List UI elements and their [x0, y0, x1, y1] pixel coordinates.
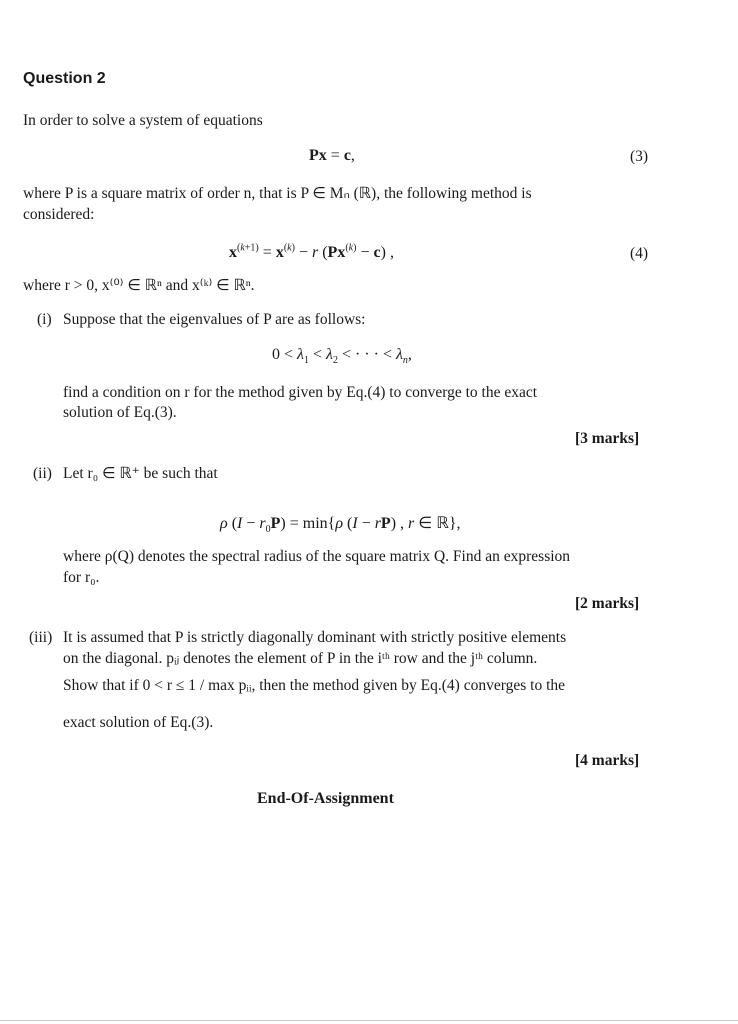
part-i-label: (i) — [37, 311, 52, 328]
part-i-line-2: find a condition on r for the method given by Eq.(4) to converge to the exact — [63, 384, 538, 401]
part-i-marks: [3 marks] — [575, 430, 640, 447]
part-iii-line-1: It is assumed that P is strictly diagonally dominant with strictly positive elements — [63, 629, 567, 646]
where-p-line-1: where P is a square matrix of order n, that is P ∈ Mₙ (ℝ), the following method is — [23, 185, 532, 202]
end-of-assignment: End-Of-Assignment — [257, 790, 394, 807]
part-iii-line-2: on the diagonal. pᵢⱼ denotes the element of P in the iᵗʰ row and the jᵗʰ column. — [63, 650, 538, 667]
spectral-radius-equation: ρ $(I - r_0P) = \min\{\rho$ (I − rP) , r ∈ ℝ}, — [220, 515, 461, 536]
part-ii-line-1: Let r₀ ∈ ℝ⁺ be such that — [63, 465, 218, 482]
equation-4: $x^{(k+1)} = x^{(k)} - r$ $(Px^{(k)} - c)$ , — [229, 242, 394, 261]
eigenvalue-inequality: $0 < \lambda_1 < \lambda_2$ < · · · < $\lambda_n$, — [272, 346, 412, 367]
part-ii-line-2: where ρ(Q) denotes the spectral radius of the square matrix Q. Find an expression — [63, 548, 571, 565]
part-iii-label: (iii) — [29, 629, 53, 646]
page-bottom-divider — [0, 1020, 738, 1021]
where-r-text: where r > 0, x⁽⁰⁾ ∈ ℝⁿ and x⁽ᵏ⁾ ∈ ℝⁿ. — [23, 277, 255, 294]
part-ii-label: (ii) — [33, 465, 52, 482]
equation-3-number: (3) — [630, 148, 649, 165]
part-i-line-3: solution of Eq.(3). — [63, 404, 177, 421]
part-iii-line-3: Show that if 0 < r ≤ 1 / max pᵢᵢ, then the method given by Eq.(4) converges to the — [63, 677, 566, 694]
question-title: Question 2 — [23, 70, 106, 87]
part-i-line-1: Suppose that the eigenvalues of P are as follows: — [63, 311, 366, 328]
part-iii-line-4: exact solution of Eq.(3). — [63, 714, 214, 731]
equation-4-number: (4) — [630, 245, 649, 262]
part-ii-marks: [2 marks] — [575, 595, 640, 612]
part-iii-marks: [4 marks] — [575, 752, 640, 769]
intro-text: In order to solve a system of equations — [23, 112, 263, 129]
part-ii-line-3: for r₀. — [63, 569, 100, 586]
where-p-line-2: considered: — [23, 206, 95, 223]
equation-3: Px = c, — [309, 147, 355, 164]
